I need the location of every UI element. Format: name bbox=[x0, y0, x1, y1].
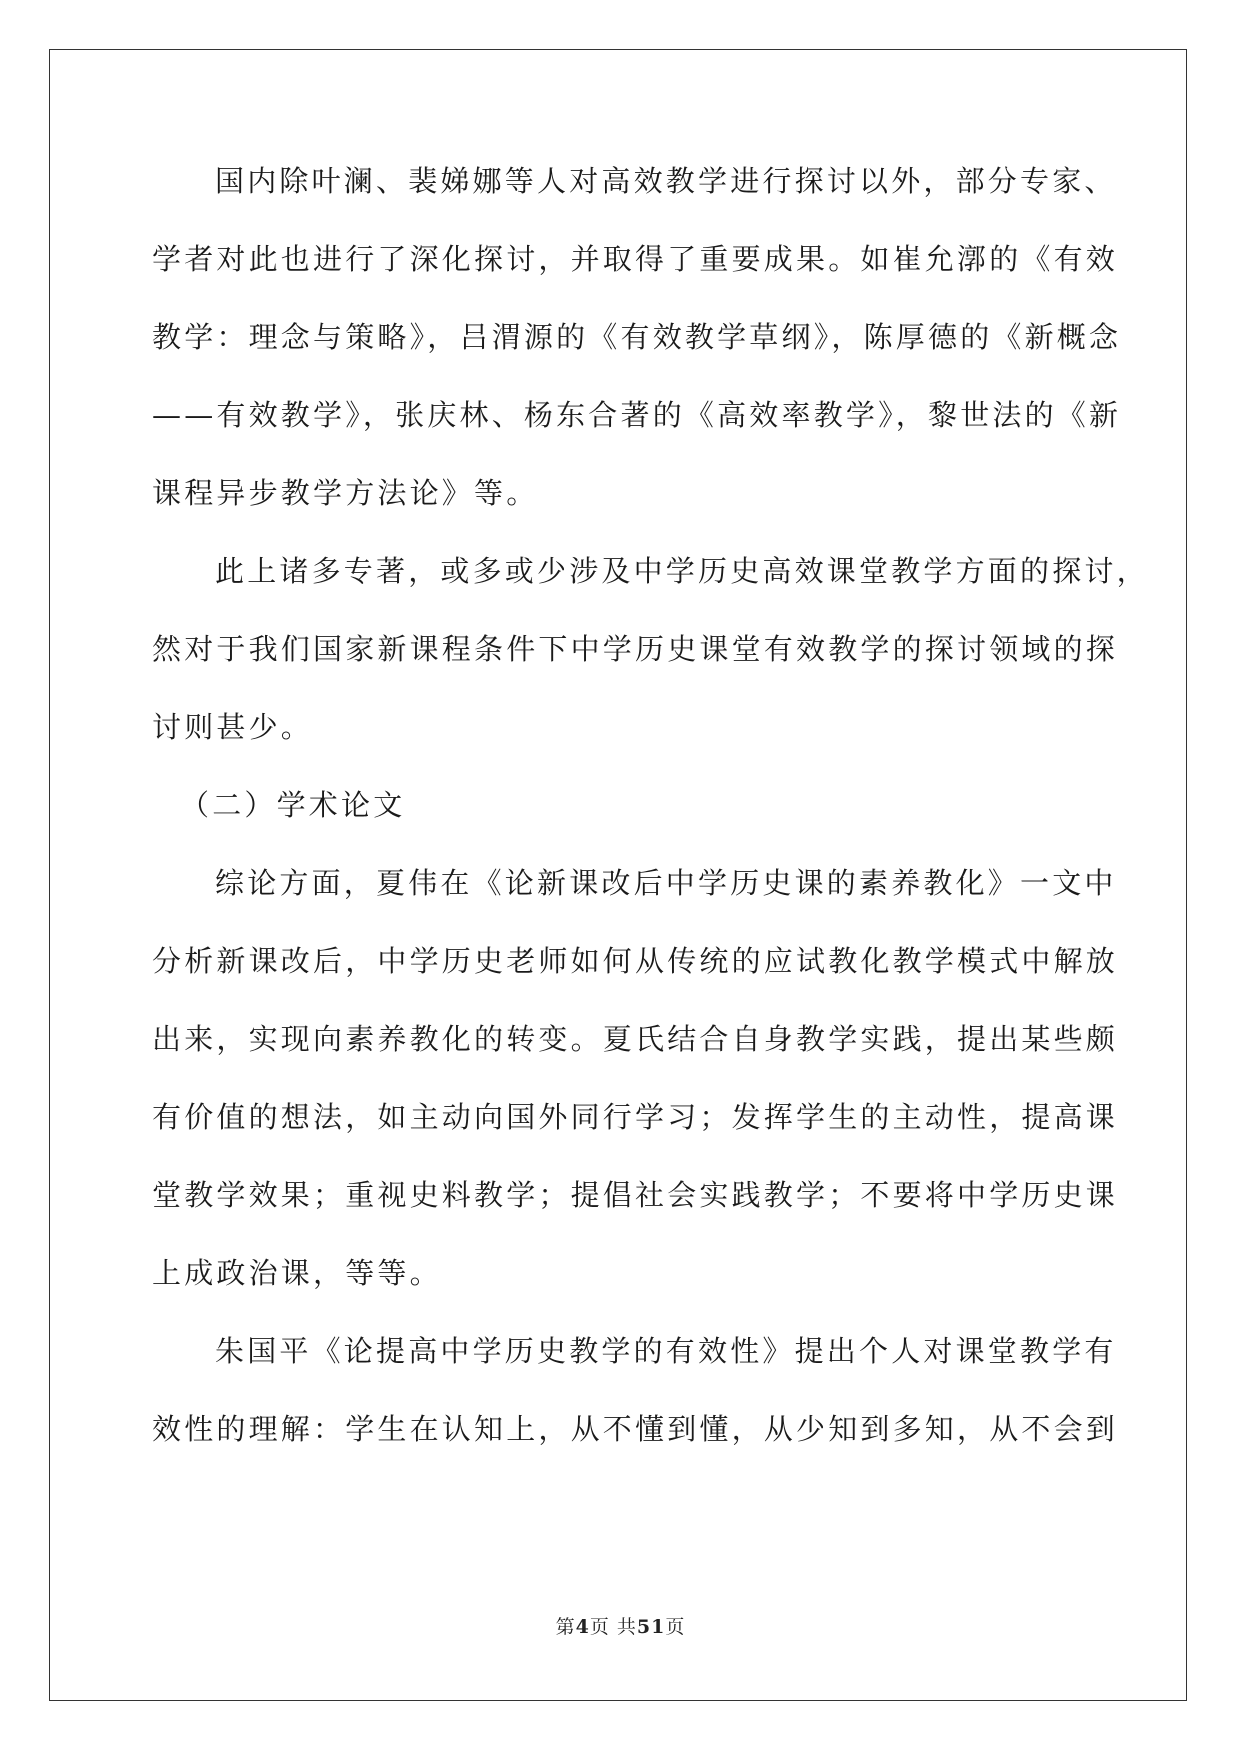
text-line: （二）学术论文 bbox=[180, 788, 406, 822]
text-line: 综论方面，夏伟在《论新课改后中学历史课的素养教化》一文中 bbox=[215, 866, 1117, 900]
text-line: 出来，实现向素养教化的转变。夏氏结合自身教学实践，提出某些颇 bbox=[152, 1022, 1119, 1056]
footer-total-pages: 51 bbox=[636, 1616, 666, 1638]
text-line: 此上诸多专著，或多或少涉及中学历史高效课堂教学方面的探讨， bbox=[215, 554, 1149, 588]
page-footer bbox=[0, 1612, 1241, 1639]
footer-suffix: 页 bbox=[665, 1616, 686, 1638]
text-line: 国内除叶澜、裴娣娜等人对高效教学进行探讨以外，部分专家、 bbox=[215, 164, 1117, 198]
footer-middle: 页 共 bbox=[589, 1616, 637, 1638]
text-line: 有价值的想法，如主动向国外同行学习；发挥学生的主动性，提高课 bbox=[152, 1100, 1119, 1134]
text-line: 学者对此也进行了深化探讨，并取得了重要成果。如崔允漷的《有效 bbox=[152, 242, 1119, 276]
text-line: 教学：理念与策略》，吕渭源的《有效教学草纲》，陈厚德的《新概念 bbox=[152, 320, 1122, 354]
text-line: 朱国平《论提高中学历史教学的有效性》提出个人对课堂教学有 bbox=[215, 1334, 1117, 1368]
text-line: 讨则甚少。 bbox=[152, 710, 314, 744]
text-line: 课程异步教学方法论》等。 bbox=[152, 476, 539, 510]
text-line: 分析新课改后，中学历史老师如何从传统的应试教化教学模式中解放 bbox=[152, 944, 1119, 978]
footer-prefix: 第 bbox=[555, 1616, 576, 1638]
footer-page-number: 4 bbox=[575, 1616, 590, 1638]
document-body bbox=[152, 162, 1149, 1488]
text-line: 上成政治课，等等。 bbox=[152, 1256, 442, 1290]
text-line: 堂教学效果；重视史料教学；提倡社会实践教学；不要将中学历史课 bbox=[152, 1178, 1119, 1212]
text-line: 然对于我们国家新课程条件下中学历史课堂有效教学的探讨领域的探 bbox=[152, 632, 1119, 666]
text-line: 效性的理解：学生在认知上，从不懂到懂，从少知到多知，从不会到 bbox=[152, 1412, 1119, 1446]
text-line: ——有效教学》，张庆林、杨东合著的《高效率教学》，黎世法的《新 bbox=[152, 398, 1122, 432]
